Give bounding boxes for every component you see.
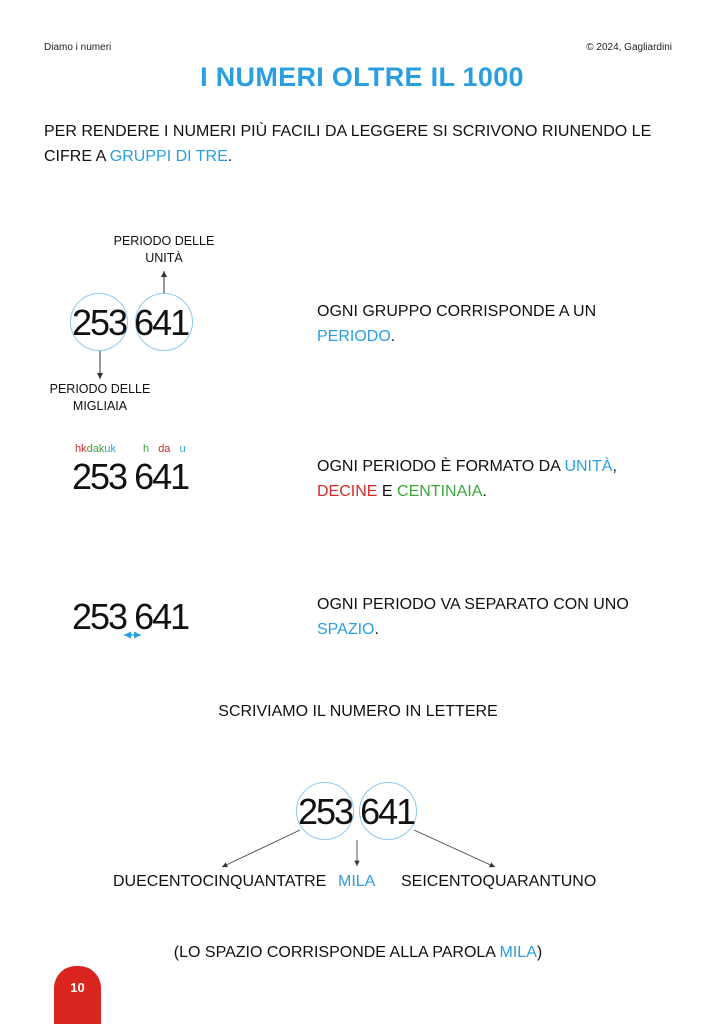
highlight-centinaia: CENTINAIA xyxy=(397,483,483,500)
highlight-gruppi-di-tre: GRUPPI DI TRE xyxy=(109,148,228,165)
highlight-periodo: PERIODO xyxy=(317,328,391,345)
header-copyright: © 2024, Gagliardini xyxy=(586,42,672,53)
arrow-to-word-units xyxy=(414,830,495,867)
number-display-1: 253 641 xyxy=(72,302,189,343)
page-number-badge xyxy=(54,966,101,1024)
number-display-3: 253 641 xyxy=(72,596,189,637)
header-book-title: Diamo i numeri xyxy=(44,42,112,53)
label-periodo-migliaia: PERIODO DELLE MIGLIAIA xyxy=(49,382,151,413)
highlight-decine: DECINE xyxy=(317,483,378,500)
label-da: da xyxy=(158,443,171,455)
label-uk: uk xyxy=(104,443,116,455)
label-hk: hk xyxy=(75,443,87,455)
page-number: 10 xyxy=(70,980,85,995)
label-h: h xyxy=(143,443,150,455)
highlight-mila-note: MILA xyxy=(499,944,537,961)
note-space-mila: (LO SPAZIO CORRISPONDE ALLA PAROLA MILA) xyxy=(173,944,543,961)
word-mila: MILA xyxy=(338,873,376,890)
word-units: SEICENTOQUARANTUNO xyxy=(401,873,597,890)
highlight-unita: UNITÀ xyxy=(564,458,613,475)
arrow-to-word-thousands xyxy=(222,830,300,867)
word-thousands: DUECENTOCINQUANTATRE xyxy=(113,873,327,890)
label-u: u xyxy=(179,443,186,455)
number-display-4: 253 641 xyxy=(298,791,415,832)
intro-line-2: CIFRE A GRUPPI DI TRE. xyxy=(44,148,233,165)
highlight-spazio: SPAZIO xyxy=(317,621,375,638)
section3-text: OGNI PERIODO VA SEPARATO CON UNO SPAZIO. xyxy=(317,596,629,638)
label-dak: dak xyxy=(86,443,105,455)
section2-text: OGNI PERIODO È FORMATO DA UNITÀ, DECINE E CENTINAIA. xyxy=(317,458,617,500)
section4-heading: SCRIVIAMO IL NUMERO IN LETTERE xyxy=(218,703,498,720)
label-periodo-unita: PERIODO DELLE UNITÀ xyxy=(113,234,215,265)
page-title: I NUMERI OLTRE IL 1000 xyxy=(200,62,524,92)
intro-line-1: PER RENDERE I NUMERI PIÙ FACILI DA LEGGERE SI SCRIVONO RIUNENDO LE xyxy=(44,123,652,140)
section1-text: OGNI GRUPPO CORRISPONDE A UN PERIODO. xyxy=(317,303,597,345)
number-display-2: 253 641 xyxy=(72,456,189,497)
